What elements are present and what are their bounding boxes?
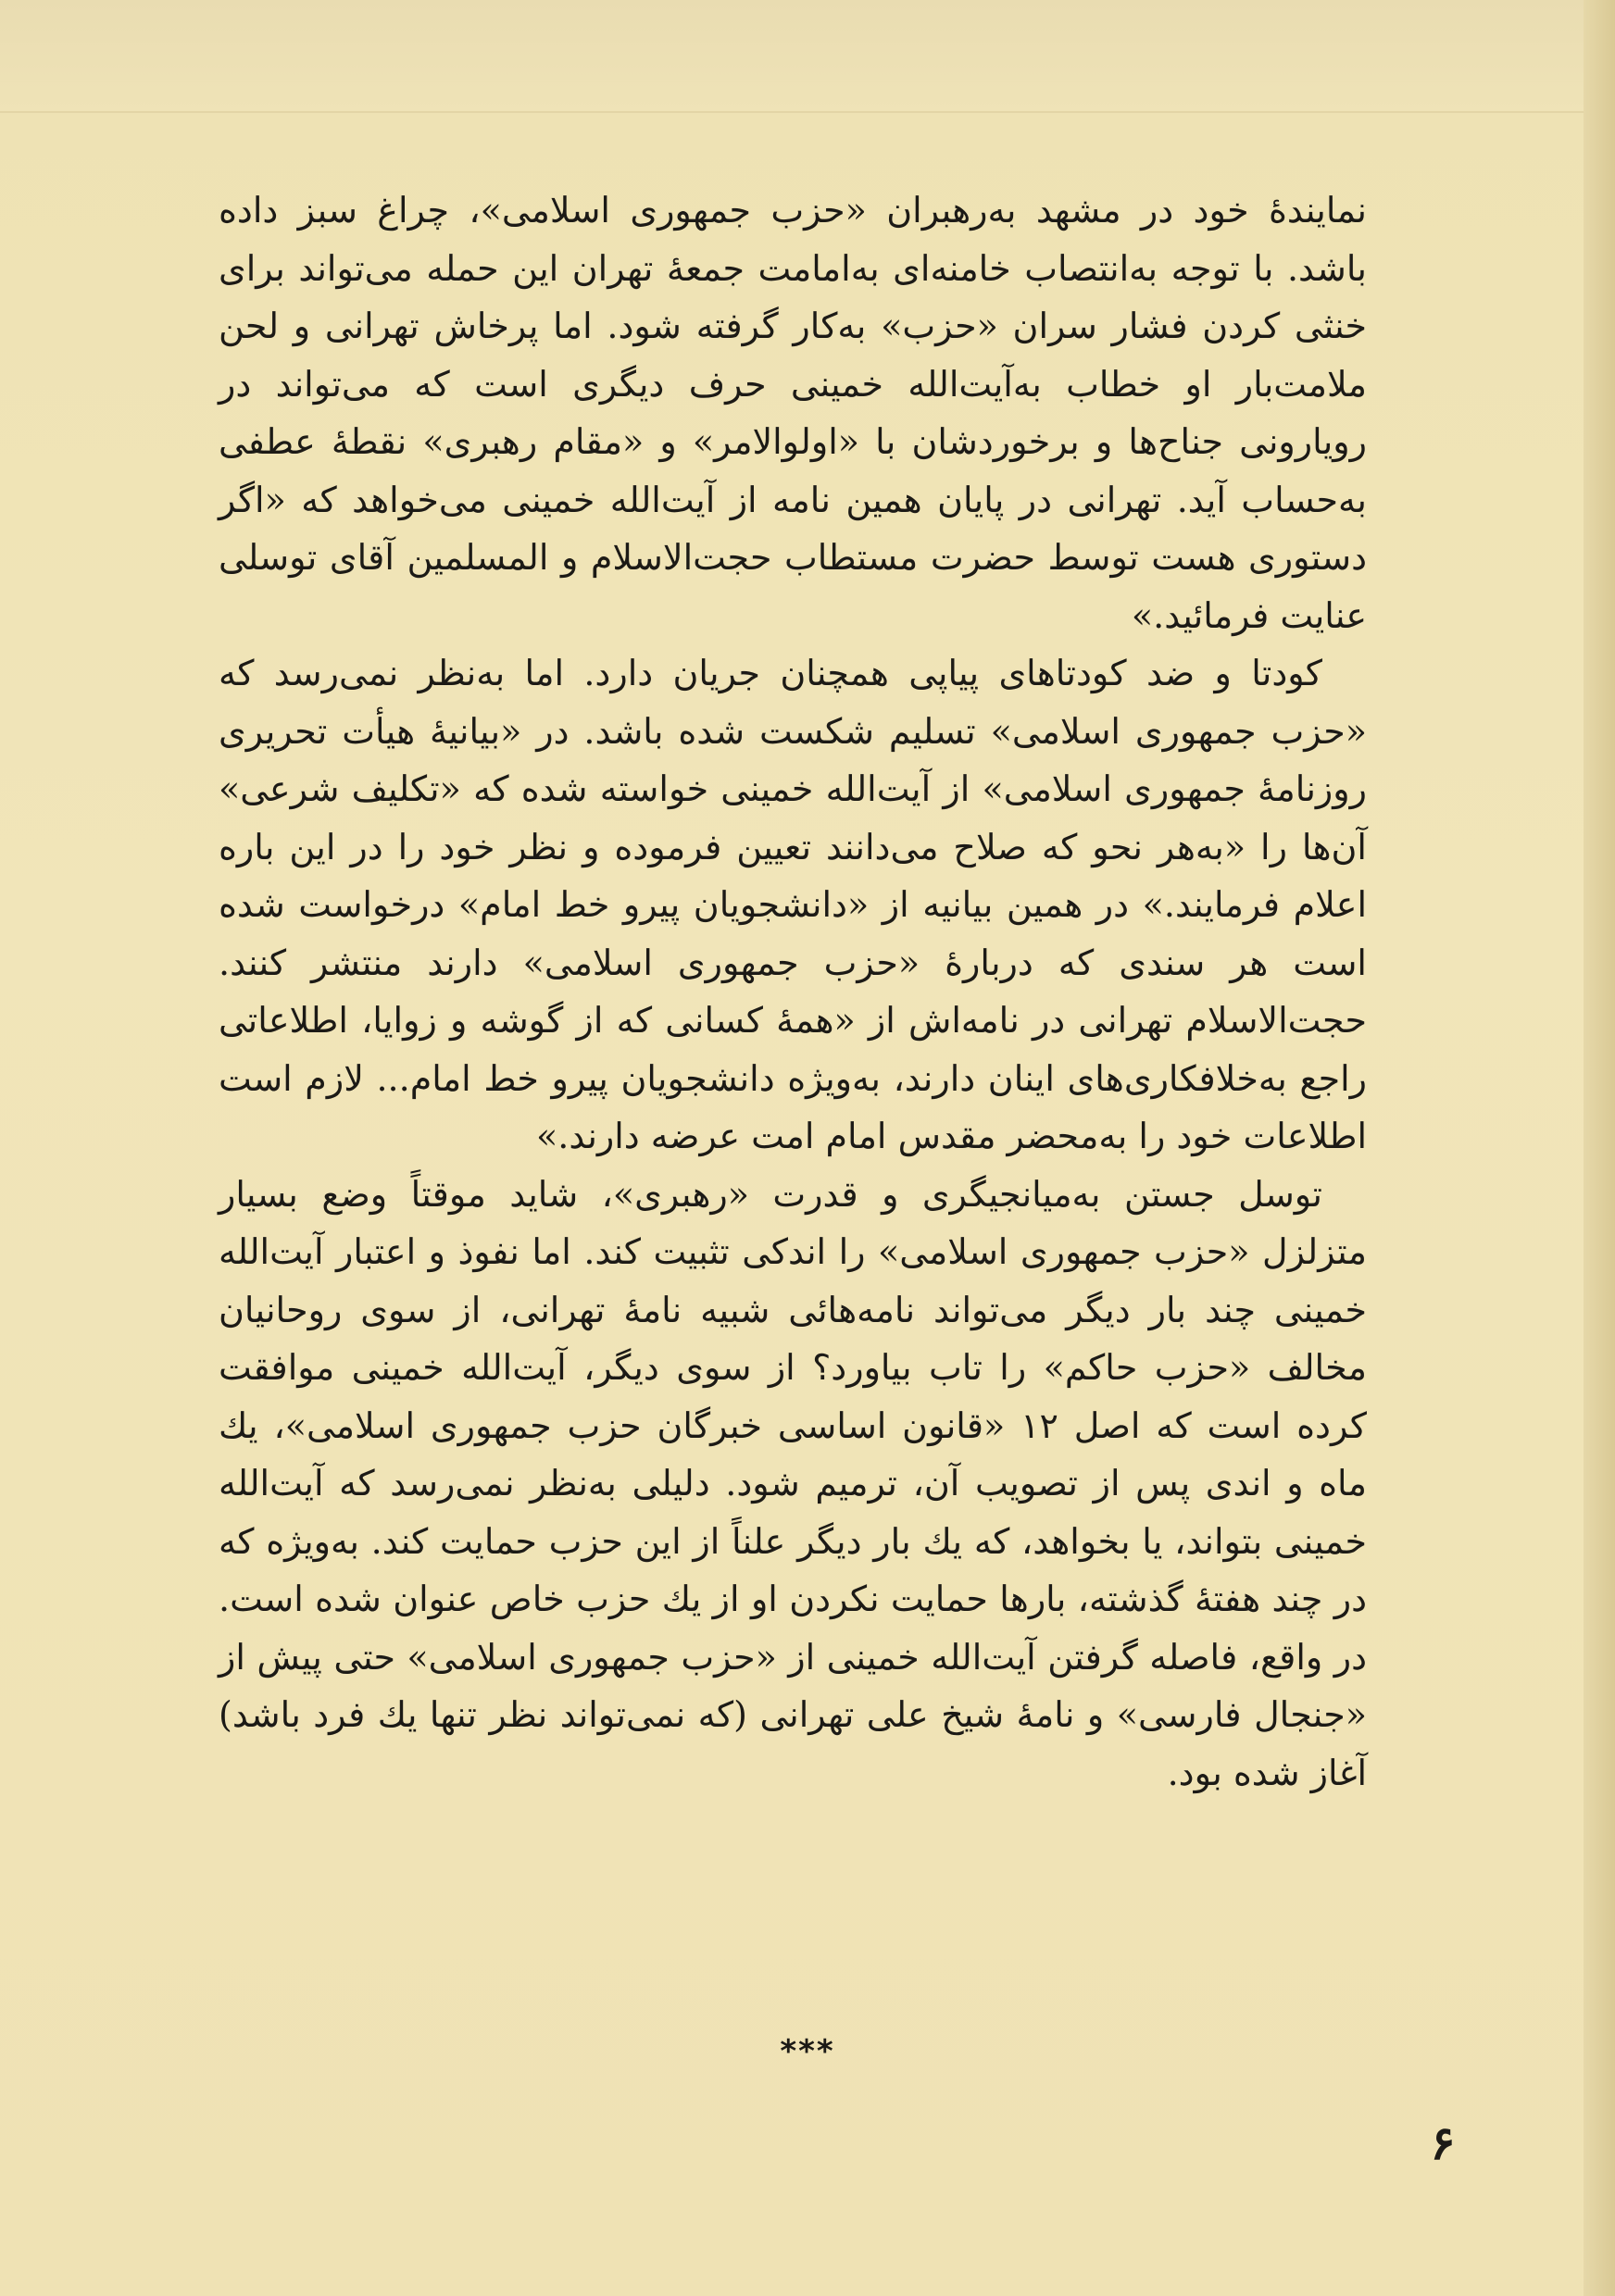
page-top-strip: [0, 0, 1615, 113]
paragraph-3: توسل جستن به‌میانجیگری و قدرت «رهبری»، شاید موقتاً وضع بسیار متزلزل «حزب جمهوری اسلامی» را اندکی تثبیت کند. اما نفوذ و اعتبار آیت‌الله خمینی چند بار دیگر می‌تواند نامه‌هائی شبیه نامهٔ تهرانی، از سوی روحانیان مخالف «حزب حاکم» را تاب بیاورد؟ از سوی دیگر، آیت‌الله خمینی موافقت کرده است که اصل ۱۲ «قانون اساسی خبرگان حزب جمهوری اسلامی»، یك ماه و اندی پس از تصویب آن، ترمیم شود. دلیلی به‌نظر نمی‌رسد که آیت‌الله خمینی بتواند، یا بخواهد، که یك بار دیگر علناً از این حزب حمایت کند. به‌ویژه که در چند هفتهٔ گذشته، بارها حمایت نکردن او از یك حزب خاص عنوان شده است. در واقع، فاصله گرفتن آیت‌الله خمینی از «حزب جمهوری اسلامی» حتی پیش از «جنجال فارسی» و نامهٔ شیخ علی تهرانی (که نمی‌تواند نظر تنها یك فرد باشد) آغاز شده بود.: [219, 1173, 1368, 1793]
page-number: ۶: [1430, 2115, 1456, 2170]
section-separator: ***: [780, 2033, 835, 2070]
paragraph-1: نمایندهٔ خود در مشهد به‌رهبران «حزب جمهوری اسلامی»، چراغ سبز داده باشد. با توجه به‌انتصاب خامنه‌ای به‌امامت جمعهٔ تهران این حمله می‌تواند برای خنثی کردن فشار سران «حزب» به‌کار گرفته شود. اما پرخاش تهرانی و لحن ملامت‌بار او خطاب به‌آیت‌الله خمینی حرف دیگری است که می‌تواند در رویارونی جناح‌ها و برخوردشان با «اولوالامر» و «مقام رهبری» نقطهٔ عطفی به‌حساب آید. تهرانی در پایان همین نامه از آیت‌الله خمینی می‌خواهد که «اگر دستوری هست توسط حضرت مستطاب حجت‌الاسلام و المسلمین آقای توسلی عنایت فرمائید.»: [219, 190, 1367, 636]
page-right-edge: [1584, 0, 1615, 2296]
body-text: [219, 181, 1367, 1802]
paragraph-2: کودتا و ضد کودتاهای پیاپی همچنان جریان دارد. اما به‌نظر نمی‌رسد که «حزب جمهوری اسلامی» تسلیم شکست شده باشد. در «بیانیهٔ هیأت تحریری روزنامهٔ جمهوری اسلامی» از آیت‌الله خمینی خواسته شده که «تکلیف شرعی» آن‌ها را «به‌هر نحو که صلاح می‌دانند تعیین فرموده و نظر خود را در این باره اعلام فرمایند.» در همین بیانیه از «دانشجویان پیرو خط امام» درخواست شده است هر سندی که دربارهٔ «حزب جمهوری اسلامی» دارند منتشر کنند. حجت‌الاسلام تهرانی در نامه‌اش از «همهٔ کسانی که از گوشه و زوایا، اطلاعاتی راجع به‌خلافکاری‌های اینان دارند، به‌ویژه دانشجویان پیرو خط امام... لازم است اطلاعات خود را به‌محضر مقدس امام امت عرضه دارند.»: [219, 653, 1367, 1156]
